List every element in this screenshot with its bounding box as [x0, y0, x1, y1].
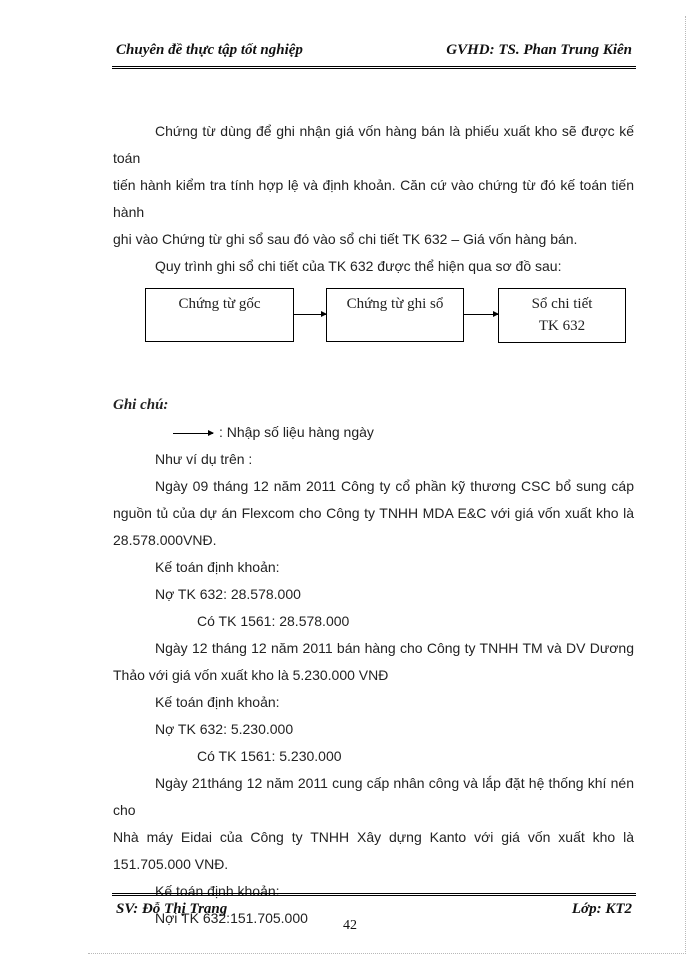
- flow-box-ledger-line-1: Sổ chi tiết: [531, 296, 593, 312]
- legend-arrow: [173, 433, 213, 434]
- example-1-line-3: 28.578.000VNĐ.: [113, 532, 217, 548]
- flow-box-voucher: [326, 288, 464, 342]
- page-number: 42: [343, 918, 357, 933]
- intro-line-3: ghi vào Chứng từ ghi sổ sau đó vào sổ chi tiết TK 632 – Giá vốn hàng bán.: [113, 231, 578, 247]
- example-intro: Như ví dụ trên :: [155, 451, 253, 467]
- example-1-line-1: Ngày 09 tháng 12 năm 2011 Công ty cổ phần kỹ thương CSC bổ sung cáp: [155, 478, 634, 494]
- example-1-credit: Có TK 1561: 28.578.000: [197, 613, 350, 629]
- example-1-debit: Nợ TK 632: 28.578.000: [155, 586, 301, 602]
- document-body: [113, 118, 634, 932]
- flow-arrow-2: [464, 314, 498, 315]
- footer-student: SV: Đỗ Thị Trang: [116, 901, 228, 917]
- example-1-line-2: nguồn tủ của dự án Flexcom cho Công ty TNHH MDA E&C với giá vốn xuất kho là: [113, 505, 634, 521]
- intro-line-2: tiến hành kiểm tra tính hợp lệ và định khoản. Căn cứ vào chứng từ đó kế toán tiến hành: [113, 177, 634, 220]
- flowchart: [113, 284, 634, 392]
- header-title: Chuyên đề thực tập tốt nghiệp: [116, 42, 303, 58]
- flow-box-voucher-label: Chứng từ ghi sổ: [346, 296, 444, 312]
- example-2-debit: Nợ TK 632: 5.230.000: [155, 721, 294, 737]
- intro-line-1: Chứng từ dùng để ghi nhận giá vốn hàng bán là phiếu xuất kho sẽ được kế toán: [113, 123, 634, 166]
- intro-line-4: Quy trình ghi sổ chi tiết của TK 632 được thể hiện qua sơ đồ sau:: [155, 258, 562, 274]
- header-advisor: GVHD: TS. Phan Trung Kiên: [446, 42, 632, 58]
- legend: [113, 419, 634, 446]
- example-3-line-3: 151.705.000 VNĐ.: [113, 856, 229, 872]
- example-1-label: Kế toán định khoản:: [155, 559, 280, 575]
- example-3-line-1: Ngày 21tháng 12 năm 2011 cung cấp nhân công và lắp đặt hệ thống khí nén cho: [113, 775, 634, 818]
- flow-box-source-document: [145, 288, 294, 342]
- note-title: Ghi chú:: [113, 397, 169, 413]
- flow-box-source-label: Chứng từ gốc: [178, 296, 261, 312]
- example-3-debit: Nợi TK 632:151.705.000: [155, 910, 308, 926]
- flow-box-ledger: [498, 288, 626, 343]
- flow-arrow-1: [294, 314, 326, 315]
- footer-class: Lớp: KT2: [571, 901, 632, 917]
- legend-text: : Nhập số liệu hàng ngày: [219, 424, 374, 440]
- example-2-line-1: Ngày 12 tháng 12 năm 2011 bán hàng cho Công ty TNHH TM và DV Dương: [155, 640, 634, 656]
- example-2-label: Kế toán định khoản:: [155, 694, 280, 710]
- page-footer: [112, 893, 636, 920]
- example-3-line-2: Nhà máy Eidai của Công ty TNHH Xây dựng Kanto với giá vốn xuất kho là: [113, 829, 634, 845]
- flow-box-ledger-line-2: TK 632: [538, 318, 586, 334]
- example-2-line-2: Thảo với giá vốn xuất kho là 5.230.000 VNĐ: [113, 667, 389, 683]
- example-3-label: Kế toán định khoản:: [155, 883, 280, 899]
- page-header: [112, 40, 636, 69]
- example-2-credit: Có TK 1561: 5.230.000: [197, 748, 342, 764]
